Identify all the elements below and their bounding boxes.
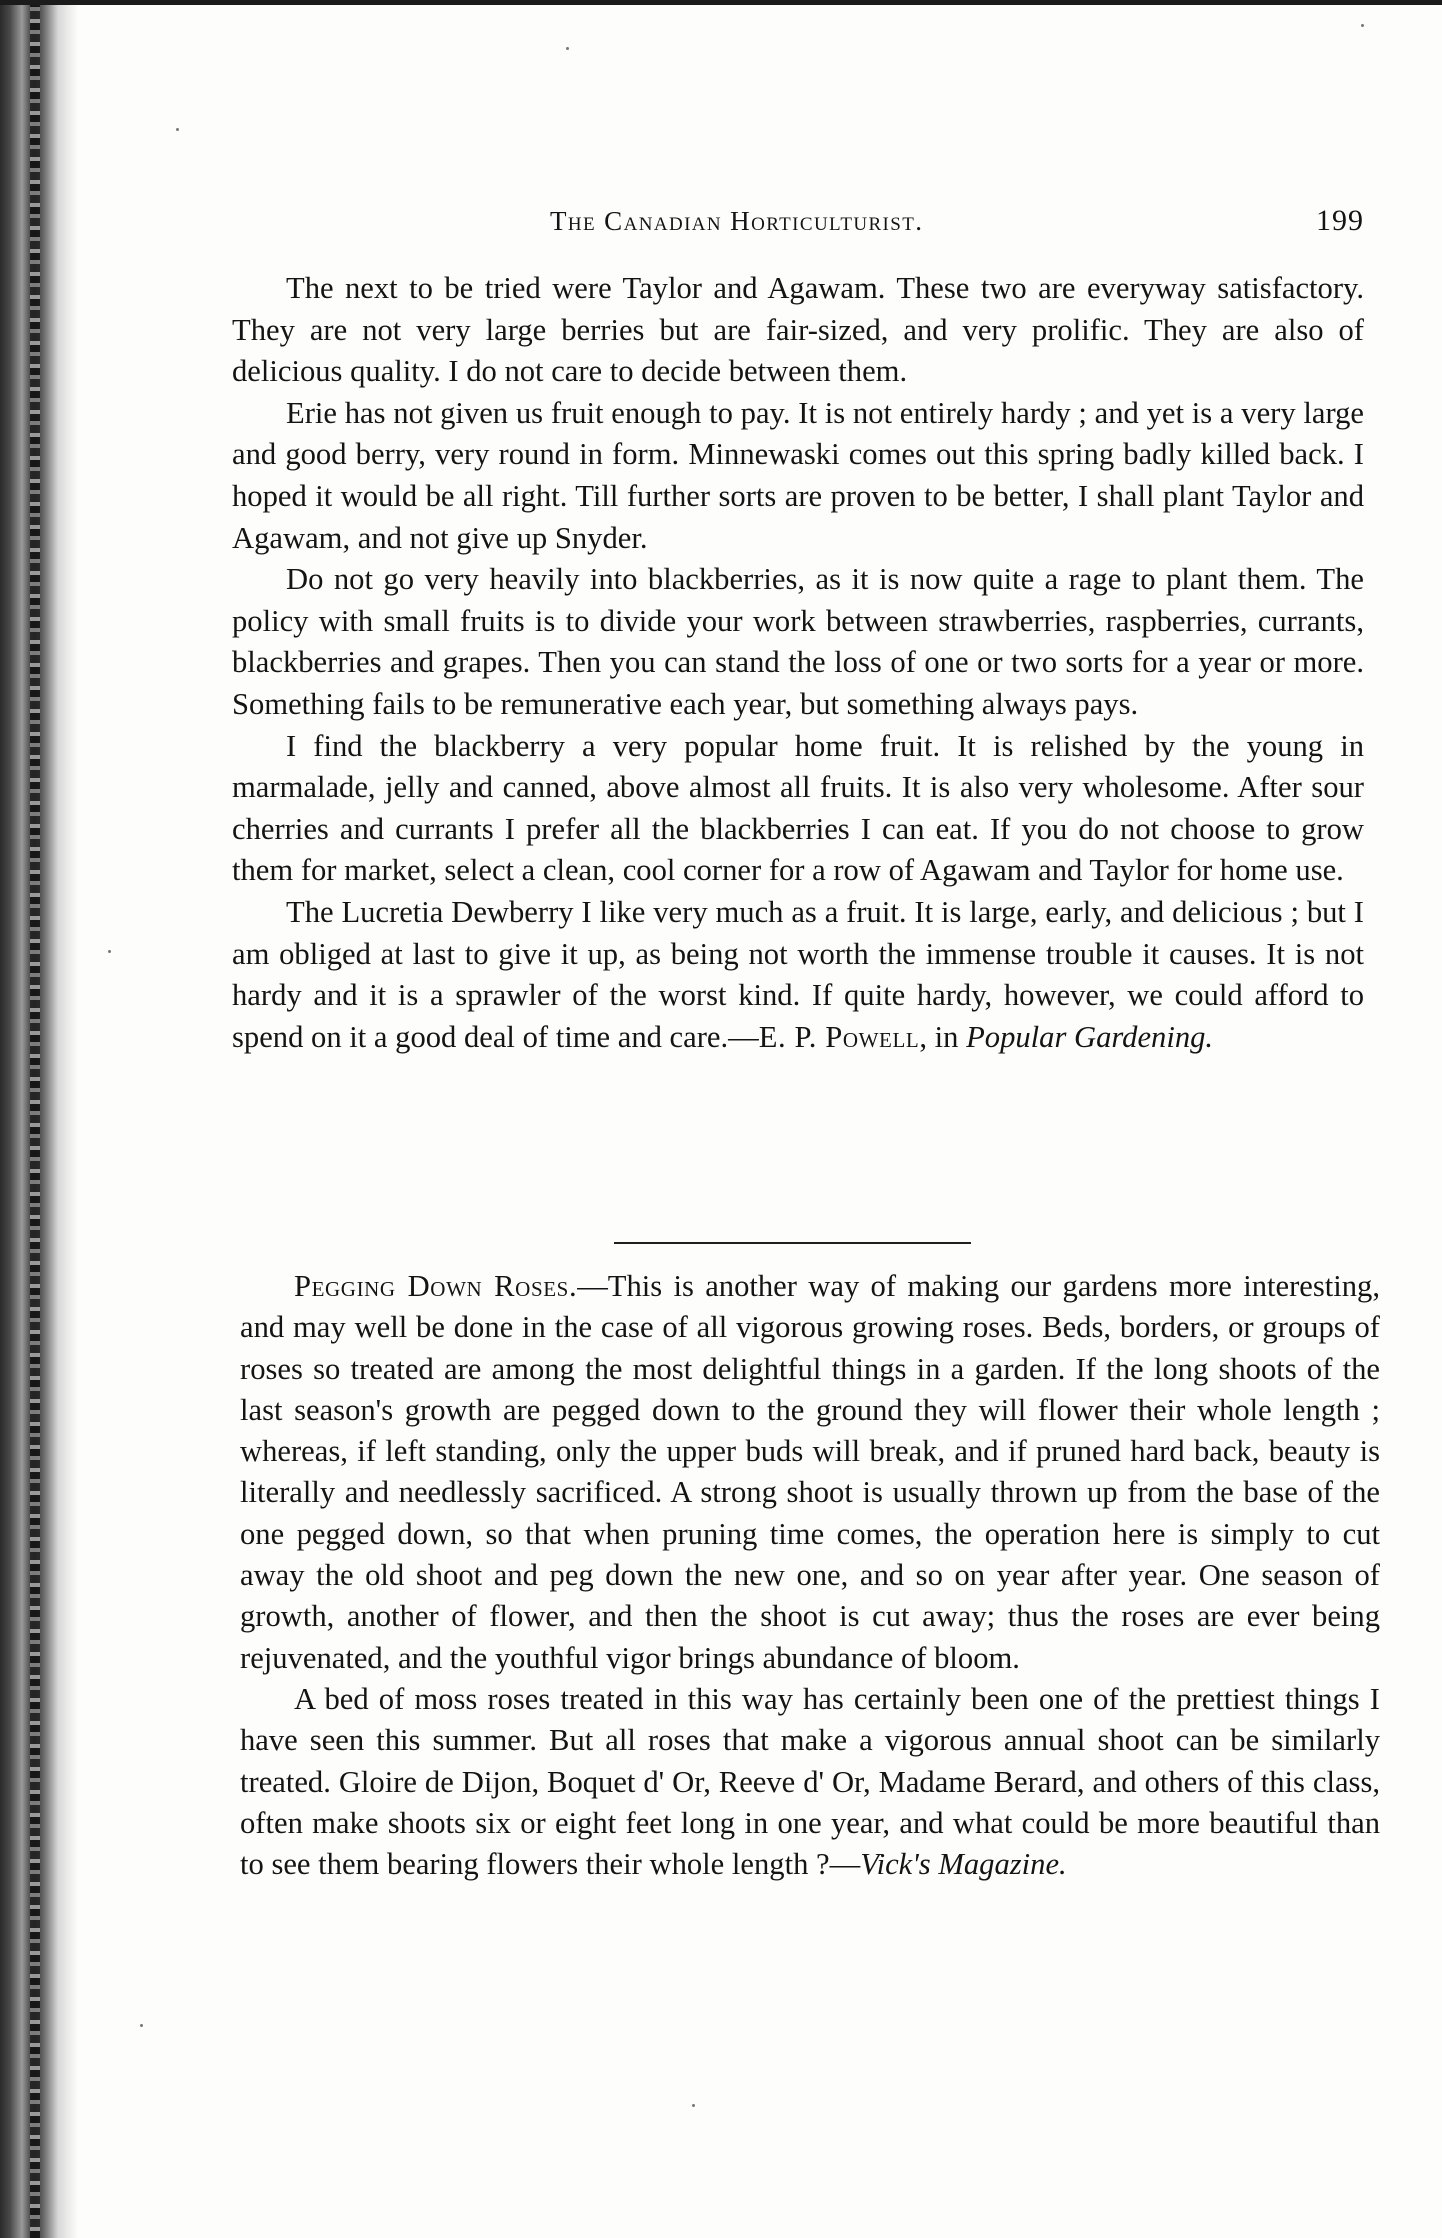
author-name: E. P. Powell [758, 1019, 920, 1054]
page-number: 199 [1316, 204, 1364, 237]
paragraph-with-heading [240, 1266, 1380, 1679]
running-header [232, 200, 1364, 250]
article-blackberries [232, 268, 1364, 1058]
paper-speck [1361, 24, 1364, 27]
source-title: Popular Gardening. [966, 1019, 1214, 1054]
paragraph-with-attribution [240, 1679, 1380, 1885]
running-title: The Canadian Horticulturist. [550, 206, 924, 236]
source-connector: , in [919, 1019, 967, 1054]
paper-speck [108, 950, 111, 953]
paragraph: Do not go very heavily into blackberries, as it is now quite a rage to plant them. The policy with small fruits is to divide your work between strawberries, raspberries, currants, blackberries and grapes. Then you can stand the loss of one or two sorts for a year or more. Something fails to be remunerative each year, but something always pays. [232, 562, 1364, 721]
paper-speck [140, 2024, 143, 2027]
paragraph: Erie has not given us fruit enough to pay. It is not entirely hardy ; and yet is a very large and good berry, very round in form. Minnewaski comes out this spring badly killed back. I hoped it would be all right. Till further sorts are proven to be better, I shall plant Taylor and Agawam, and not give up Snyder. [232, 395, 1364, 555]
paragraph-with-attribution [232, 892, 1364, 1058]
paper-speck [176, 128, 179, 131]
paragraph: The next to be tried were Taylor and Agawam. These two are everyway satisfactory. They are not very large berries but are fair-sized, and very prolific. They are also of delicious quality. I do not care to decide between them. [232, 271, 1364, 389]
page-top-edge [0, 0, 1442, 5]
paper-speck [692, 2104, 695, 2107]
article-pegging-down-roses [240, 1266, 1380, 1885]
paragraph-text: —This is another way of making our gardens more interesting, and may well be done in the case of all vigorous growing roses. Beds, borders, or groups of roses so treated are among the most delightful things in a garden. If the long shoots of the last season's growth are pegged down to the ground they will flower their whole length ; whereas, if left standing, only the upper buds will break, and if pruned hard back, beauty is literally and needlessly sacrificed. A strong shoot is usually thrown up from the base of the one pegged down, so that when pruning time comes, the operation here is simply to cut away the old shoot and peg down the new one, and so on year after year. One season of growth, another of flower, and then the shoot is cut away; thus the roses are ever being rejuvenated, and the youthful vigor brings abundance of bloom. [240, 1269, 1380, 1675]
paragraph-text: The Lucretia Dewberry I like very much as a fruit. It is large, early, and delicious ; but I am obliged at last to give it up, as being not worth the immense trouble it causes. It is not hardy and it is a sprawler of the worst kind. If quite hardy, however, we could afford to spend on it a good deal of time and care.— [232, 894, 1364, 1054]
source-title: Vick's Magazine. [860, 1847, 1067, 1882]
section-heading: Pegging Down Roses. [294, 1269, 578, 1303]
paragraph: I find the blackberry a very popular home fruit. It is relished by the young in marmalade, jelly and canned, above almost all fruits. It is also very wholesome. After sour cherries and currants I prefer all the blackberries I can eat. If you do not choose to grow them for market, select a clean, cool corner for a row of Agawam and Taylor for home use. [232, 728, 1364, 888]
section-divider [614, 1242, 971, 1244]
book-binding-edge [0, 0, 78, 2238]
paper-speck [566, 47, 569, 50]
paragraph-text: A bed of moss roses treated in this way has certainly been one of the prettiest things I have seen this summer. But all roses that make a vigorous annual shoot can be similarly treated. Gloire de Dijon, Boquet d' Or, Reeve d' Or, Madame Berard, and others of this class, often make shoots six or eight feet long in one year, and what could be more beautiful than to see them bearing flowers their whole length ?— [240, 1681, 1380, 1882]
